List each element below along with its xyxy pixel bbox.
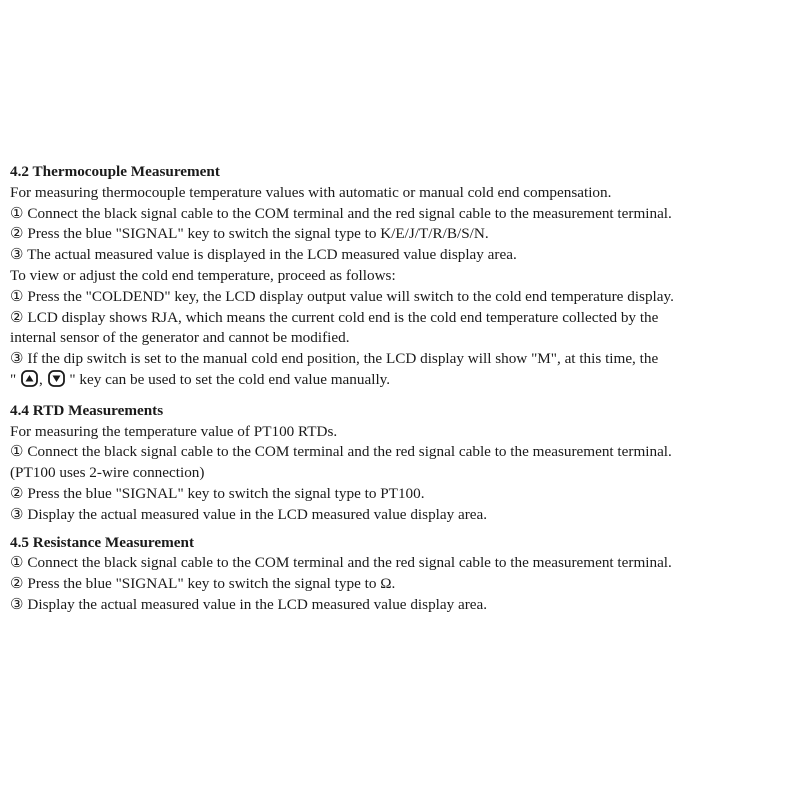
key-instruction-line [10,370,795,394]
paragraph-line: ③ The actual measured value is displayed in the LCD measured value display area. [10,246,517,264]
paragraph-line: ③ If the dip switch is set to the manual cold end position, the LCD display will show "M", at this time, the [10,350,659,368]
paragraph-line: ① Connect the black signal cable to the COM terminal and the red signal cable to the measurement terminal. [10,204,672,222]
section-heading: 4.5 Resistance Measurement [10,533,195,551]
key-instruction-text: " key can be used to set the cold end value manually. [69,370,391,388]
section-resistance [10,533,795,616]
paragraph-line: To view or adjust the cold end temperature, proceed as follows: [10,266,396,284]
open-quote: " [10,370,17,388]
paragraph-line: ① Press the "COLDEND" key, the LCD display output value will switch to the cold end temperature display. [10,287,674,305]
paragraph-line: For measuring thermocouple temperature values with automatic or manual cold end compensation. [10,183,612,201]
section-rtd [10,401,795,526]
paragraph-line: ③ Display the actual measured value in the LCD measured value display area. [10,505,488,523]
paragraph-line: ② Press the blue "SIGNAL" key to switch the signal type to PT100. [10,484,425,502]
section-heading: 4.4 RTD Measurements [10,401,164,419]
manual-document [10,162,795,616]
paragraph-line: (PT100 uses 2-wire connection) [10,464,205,482]
section-thermocouple [10,162,795,394]
paragraph-line: ③ Display the actual measured value in the LCD measured value display area. [10,595,488,613]
up-arrow-key-icon [21,370,38,394]
key-separator: , [39,370,43,388]
paragraph-line: ② Press the blue "SIGNAL" key to switch the signal type to K/E/J/T/R/B/S/N. [10,225,489,243]
paragraph-line: ① Connect the black signal cable to the COM terminal and the red signal cable to the measurement terminal. [10,554,672,572]
paragraph-line: For measuring the temperature value of PT100 RTDs. [10,422,338,440]
paragraph-line: internal sensor of the generator and cannot be modified. [10,329,350,347]
paragraph-line: ② Press the blue "SIGNAL" key to switch the signal type to Ω. [10,575,396,593]
paragraph-line: ② LCD display shows RJA, which means the current cold end is the cold end temperature collected by the [10,308,659,326]
paragraph-line: ① Connect the black signal cable to the COM terminal and the red signal cable to the measurement terminal. [10,443,672,461]
section-heading: 4.2 Thermocouple Measurement [10,163,220,180]
down-arrow-key-icon [48,370,65,394]
